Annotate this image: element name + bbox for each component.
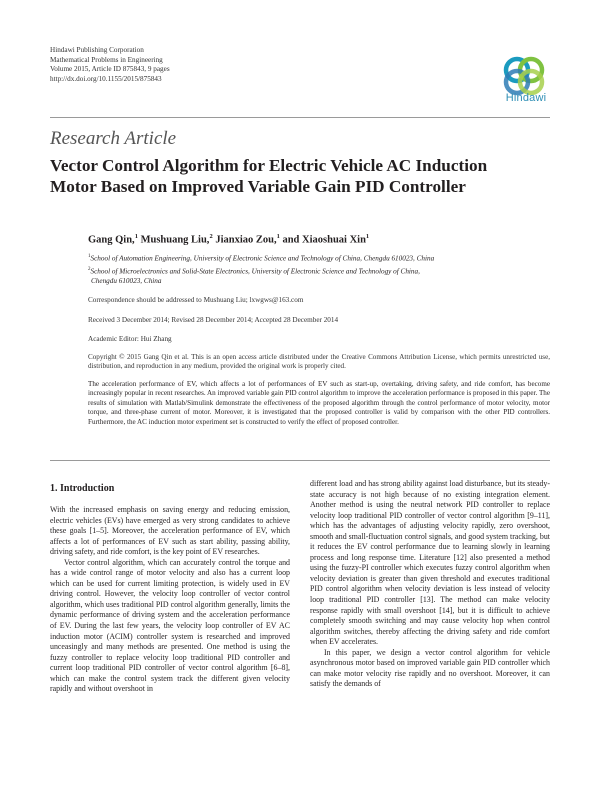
affiliation-2 — [88, 265, 548, 286]
correspondence: Correspondence should be addressed to Mushuang Liu; lxwgws@163.com — [88, 296, 304, 304]
volume-info: Volume 2015, Article ID 875843, 9 pages — [50, 65, 170, 74]
author-name: Gang Qin, — [88, 234, 135, 246]
publisher-name: Hindawi Publishing Corporation — [50, 46, 144, 54]
copyright-notice: Copyright © 2015 Gang Qin et al. This is an open access article distributed under the Creative Commons Attribution License, which permits unrestricted use, distribution, and reproduction in any medium, provided the original work is properly cited. — [88, 353, 550, 371]
author-list — [88, 233, 369, 246]
author-affiliation-mark: 1 — [276, 233, 280, 240]
doi-link[interactable]: http://dx.doi.org/10.1155/2015/875843 — [50, 74, 162, 83]
title-line-2: Motor Based on Improved Variable Gain PID Controller — [50, 176, 466, 196]
affiliation-text: School of Automation Engineering, University of Electronic Science and Technology of China, Chengdu 610023, China — [90, 254, 435, 263]
author-affiliation-mark: 1 — [134, 233, 138, 240]
author-affiliation-mark: 2 — [209, 233, 213, 240]
paragraph: different load and has strong ability against load disturbance, but its steady-state accuracy is not high because of no existing integration element. Another method is using the neutral network PID controller to replace velocity loop traditional PID controller of vector control algorithm [9–11], which has the advantages of adjusting velocity rapidly, zero overshoot, smooth and small-fluctuation control signals, and good system tracking, but it reduces the EV control performance due to learning slowly in learning process and long response time. Literature [12] also presented a method using the fuzzy-PI controller which executes fuzzy control algorithm when velocity deviation is greater than given threshold and executes traditional PID control algorithm when velocity deviation is less instead of velocity loop traditional PID controller [13]. The method can make velocity response rapidly with small overshoot [14], but it is difficult to achieve completely smooth switching and may cause velocity hop when control algorithm switches, thereby affecting the driving safety and ride comfort when EV accelerates. — [310, 479, 550, 647]
paragraph: In this paper, we design a vector control algorithm for vehicle asynchronous motor based on improved variable gain PID controller which can make motor velocity rise rapidly and no overshoot. Moreover, it can satisfy the demands of — [310, 647, 550, 689]
article-dates: Received 3 December 2014; Revised 28 December 2014; Accepted 28 December 2014 — [88, 316, 339, 324]
author-affiliation-mark: 1 — [365, 233, 370, 240]
title-line-1: Vector Control Algorithm for Electric Vehicle AC Induction — [50, 156, 488, 175]
abstract-divider — [50, 460, 550, 461]
paragraph: With the increased emphasis on saving energy and reducing emission, electric vehicles (EVs) have emerged as very strong candidates to achieve these goals [1–5]. Moreover, the acceleration performance of EV, which affects a lot of performances of EV such as start ability, passing ability, driving safety, and ride comfort, is the key point of EV researches. — [50, 505, 290, 557]
hindawi-logo-text: Hindawi — [505, 92, 547, 104]
author-name: Mushuang Liu, — [140, 234, 210, 246]
abstract: The acceleration performance of EV, which affects a lot of performances of EV such as start-up, overtaking, driving safety, and ride comfort, has become increasingly popular in recent researches. An improved variable gain PID control algorithm to improve the acceleration performance is proposed in this paper. The results of simulation with Matlab/Simulink demonstrate the effectiveness of the proposed algorithm through the control performance of motor velocity, motor torque, and three-phase current of motor. Moreover, it is investigated that the proposed controller is valid by comparison with the other PID controllers. Furthermore, the AC induction motor experiment set is constructed to verify the effect of proposed controller. — [88, 380, 550, 426]
academic-editor: Academic Editor: Hui Zhang — [88, 335, 172, 343]
affiliation-mark: 1 — [88, 254, 91, 259]
affiliation-text-continued: Chengdu 610023, China — [91, 276, 162, 285]
affiliation-1 — [88, 252, 548, 264]
header-divider — [50, 117, 550, 118]
paragraph: Vector control algorithm, which can accurately control the torque and has a wide control range of motor velocity and also has a current loop which can be used for current limiting protection, is widely used in EV driving control. However, the velocity loop controller of vector control algorithm, which uses traditional PID control algorithm generally, limits the dynamic performance of driving system and the acceleration performance of EV. During the last few years, the velocity loop controller of EV AC induction motor (ACIM) controller system is researched and improved unceasingly and many methods are presented. One method is using the fuzzy controller to replace velocity loop traditional PID controller and current loop traditional PID controller of vector control algorithm [6–8], which can make the control system track the different given velocity rapidly and without overshoot in — [50, 557, 290, 694]
journal-header — [50, 46, 170, 84]
affiliation-mark: 2 — [88, 267, 91, 272]
right-column — [310, 479, 550, 690]
left-column — [50, 505, 290, 695]
section-heading: 1. Introduction — [50, 483, 115, 494]
author-name: and Xiaoshuai Xin — [282, 234, 366, 246]
journal-name: Mathematical Problems in Engineering — [50, 55, 163, 64]
affiliation-text: School of Microelectronics and Solid-State Electronics, University of Electronic Science and Technology of China, — [90, 267, 420, 276]
article-type: Research Article — [50, 128, 177, 149]
article-title — [50, 156, 550, 197]
author-name: Jianxiao Zou, — [215, 234, 277, 246]
